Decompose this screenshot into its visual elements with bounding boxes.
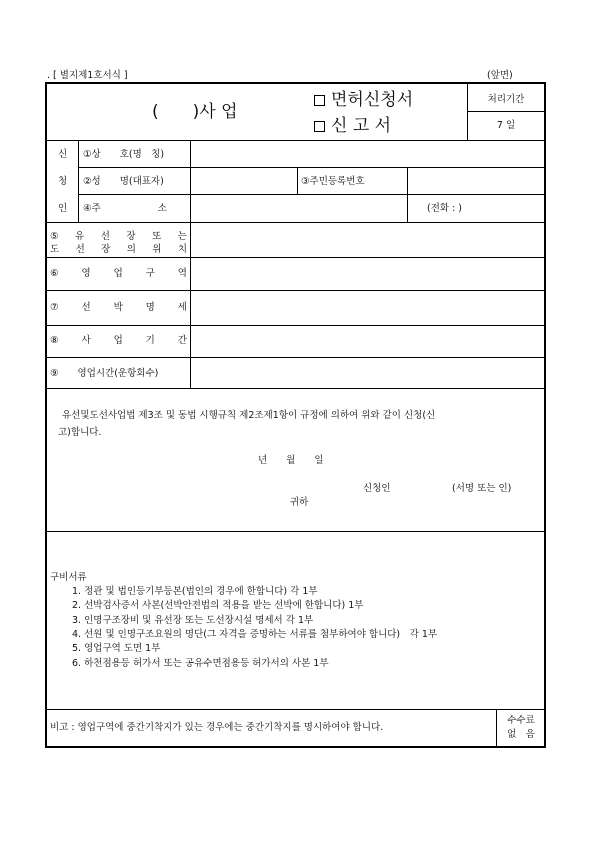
trade-name-field[interactable] <box>191 141 545 166</box>
divider <box>496 709 497 747</box>
vessel-details-label: ⑦ 선 박 명 세 <box>50 302 187 313</box>
business-period-label: ⑧ 사 업 기 간 <box>50 335 187 346</box>
checkbox-icon[interactable] <box>314 121 325 132</box>
divider <box>467 111 545 112</box>
form-number: . [ 별지제1호서식 ] <box>47 70 128 81</box>
statement-line-2: 고)합니다. <box>58 427 102 438</box>
divider <box>297 167 298 194</box>
applicant-char: 청 <box>58 176 68 187</box>
operating-area-field[interactable] <box>191 258 545 289</box>
applicant-char: 인 <box>58 203 68 214</box>
location-label: ⑤ 유 선 장 또 는 <box>50 231 187 242</box>
processing-period-label: 처리기간 <box>487 94 525 105</box>
resident-number-field[interactable] <box>408 168 545 193</box>
operating-hours-label: ⑨ 영업시간(운항회수) <box>50 368 159 379</box>
document-item: 3. 인명구조장비 및 유선장 또는 도선장시설 명세서 각 1부 <box>72 615 314 626</box>
business-period-field[interactable] <box>191 326 545 356</box>
checkbox-icon[interactable] <box>314 95 325 106</box>
operating-area-label: ⑥ 영 업 구 역 <box>50 268 187 279</box>
vessel-details-field[interactable] <box>191 291 545 324</box>
address-field[interactable] <box>191 195 406 221</box>
document-item: 1. 정관 및 법인등기부등본(법인의 경우에 한합니다) 각 1부 <box>72 586 318 597</box>
location-label-line2: 도 선 장 의 위 치 <box>50 244 187 255</box>
business-type-title: ( )사 업 <box>152 102 238 122</box>
phone-field[interactable]: (전화 : ) <box>427 203 463 214</box>
resident-number-label: ③주민등록번호 <box>301 176 365 187</box>
processing-period-value: 7 일 <box>496 120 516 131</box>
document-item: 6. 하천점용등 허가서 또는 공유수면점용등 허가서의 사본 1부 <box>72 658 329 669</box>
trade-name-label: ①상 호(명 칭) <box>83 149 165 160</box>
statement-line-1: 유선및도선사업법 제3조 및 동법 시행규칙 제2조제1항이 규정에 의하여 위와 같이 신청(신 <box>62 410 436 421</box>
applicant-signature-label: 신청인 <box>363 483 391 494</box>
divider <box>46 709 546 710</box>
required-documents-title: 구비서류 <box>50 572 87 583</box>
document-item: 5. 영업구역 도면 1부 <box>72 643 161 654</box>
divider <box>46 388 546 389</box>
representative-name-label: ②성 명(대표자) <box>83 176 164 187</box>
remark-note: 비고 : 영업구역에 중간기착지가 있는 경우에는 중간기착지를 명시하여야 합니다. <box>50 722 384 733</box>
address-label: ④주 소 <box>83 203 167 214</box>
title-option-report[interactable]: 신 고 서 <box>314 118 391 135</box>
sign-or-seal: (서명 또는 인) <box>452 483 512 494</box>
representative-name-field[interactable] <box>191 168 296 193</box>
divider <box>78 140 79 222</box>
applicant-char: 신 <box>58 149 68 160</box>
document-item: 2. 선박검사증서 사본(선박안전법의 적용을 받는 선박에 한합니다) 1부 <box>72 600 364 611</box>
page-side-label: (앞면) <box>487 70 513 81</box>
fee-value: 없 음 <box>507 729 535 740</box>
fee-label: 수수료 <box>507 715 535 726</box>
location-field[interactable] <box>191 223 545 257</box>
addressee-label: 귀하 <box>290 497 309 508</box>
divider <box>467 84 468 140</box>
title-option-license[interactable]: 면허신청서 <box>314 92 413 109</box>
divider <box>46 531 546 532</box>
date-line: 년 월 일 <box>258 455 324 466</box>
operating-hours-field[interactable] <box>191 358 545 387</box>
document-item: 4. 선원 및 인명구조요원의 명단(그 자격을 증명하는 서류를 첨부하여야 합니다) 각 1부 <box>72 629 438 640</box>
